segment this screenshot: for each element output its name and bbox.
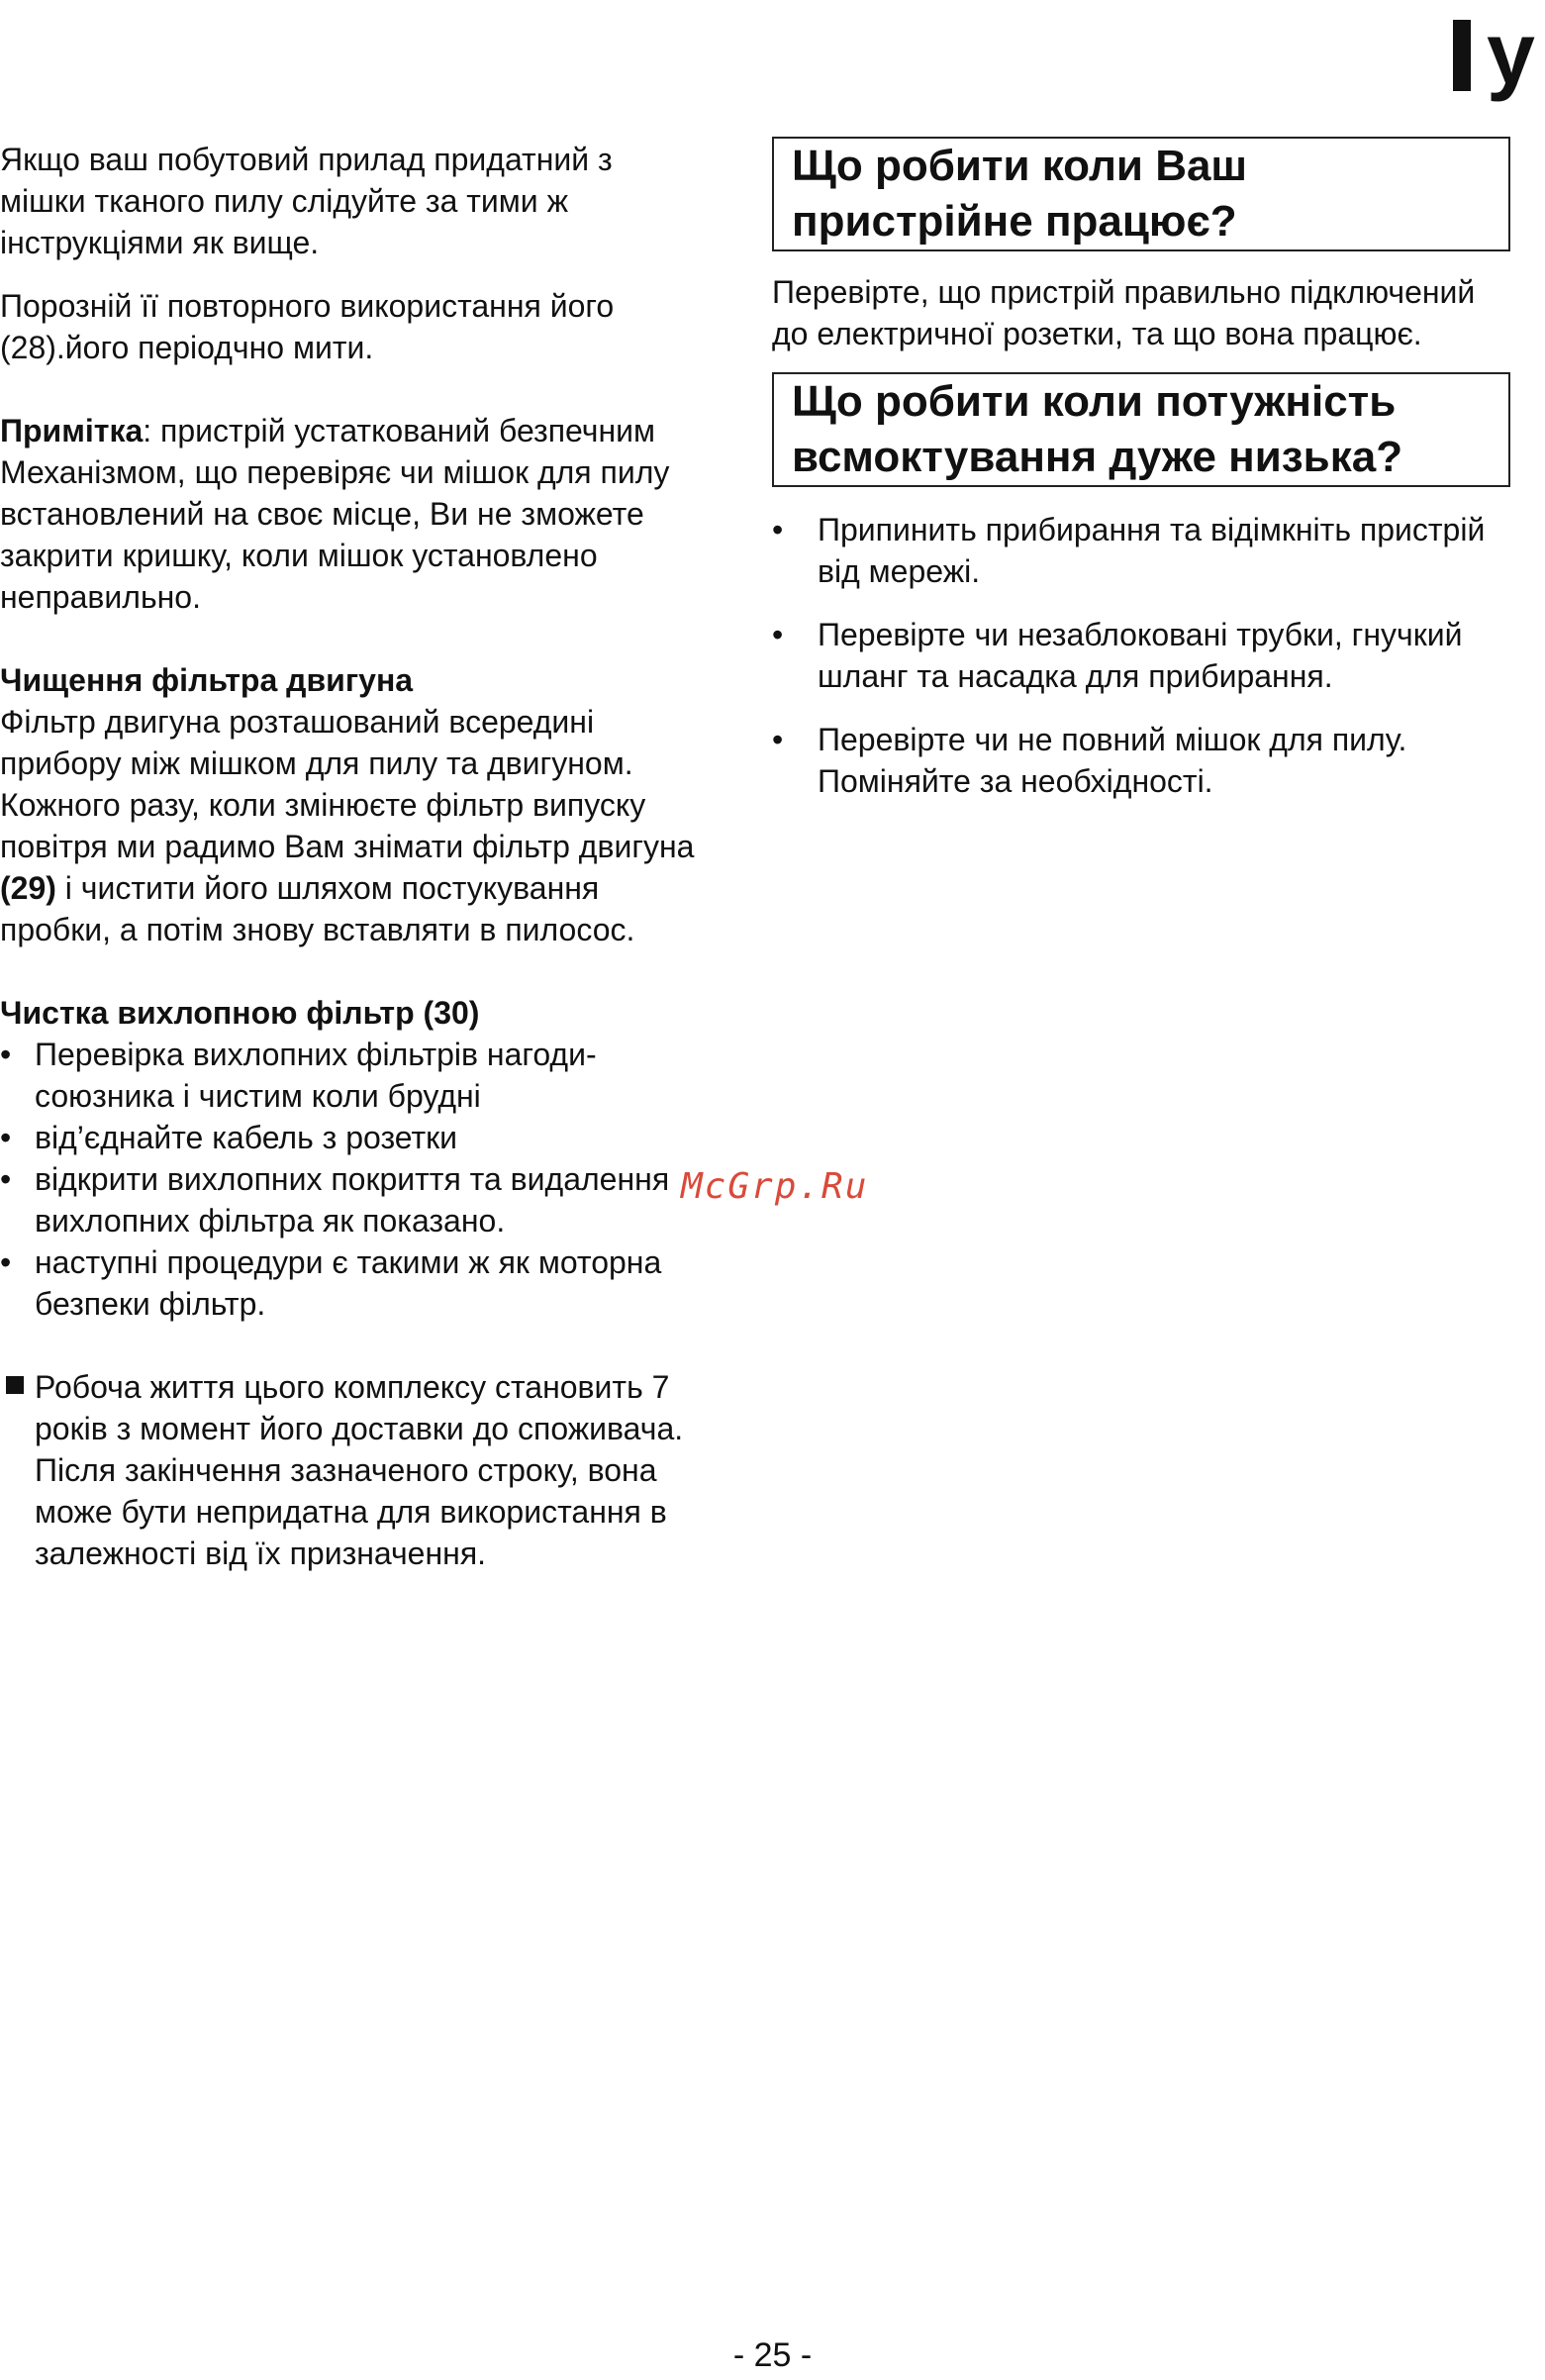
exhaust-filter-heading: Чистка вихлопною фільтр (30) [0, 995, 480, 1031]
list-item [0, 1117, 703, 1158]
paragraph-reuse: Порозній її повторного використання його (28).його періодчно мити. [0, 288, 615, 365]
note-text: : пристрій устаткований безпечним Механізмом, що перевіряє чи мішок для пилу встановлений на своє місце, Ви не зможете закрити кришку, коли мішок установлено неправильно. [0, 413, 670, 615]
bullet-icon: • [0, 1120, 12, 1155]
bullet-icon: • [0, 1244, 12, 1280]
bullet-icon: • [0, 1161, 12, 1197]
motor-text-part-b: і чистити його шляхом постукування пробки, а потім знову вставляти в пилосос. [0, 870, 635, 947]
motor-filter-heading: Чищення фільтра двигуна [0, 662, 414, 698]
page-number: - 25 - [732, 2336, 813, 2374]
list-item-text: Перевірте чи не повний мішок для пилу. Поміняйте за необхідності. [818, 722, 1407, 799]
paragraph-cloth-bag: Якщо ваш побутовий прилад придатний з мішки тканого пилу слідуйте за тими ж інструкціями як вище. [0, 142, 613, 260]
list-item [0, 1158, 703, 1241]
bullet-icon: • [772, 722, 784, 757]
list-item-text: відкрити вихлопних покриття та видалення вихлопних фільтра як показано. [35, 1161, 670, 1239]
exhaust-bullet-list [0, 1034, 703, 1325]
motor-filter-text [0, 701, 703, 950]
question-heading-low-suction: Що робити коли потужність всмоктування дуже низька? [772, 372, 1510, 487]
lifetime-notice [0, 1366, 703, 1574]
list-item [0, 1241, 703, 1325]
bullet-icon: • [772, 512, 784, 547]
language-letter: y [1487, 4, 1535, 102]
question-heading-not-working: Що робити коли Ваш пристрійне працює? [772, 137, 1510, 251]
square-bullet-icon [0, 1366, 35, 1574]
lifetime-text-1: Робоча життя цього комплексу становить 7 років з момент його доставки до споживача. [35, 1369, 684, 1446]
list-item-text: наступні процедури є такими ж як моторна безпеки фільтр. [35, 1244, 662, 1322]
list-item [0, 1034, 703, 1117]
watermark: McGrp.Ru [681, 1166, 869, 1207]
list-item [772, 614, 1514, 697]
list-item [772, 719, 1514, 802]
right-column [772, 137, 1514, 802]
note-paragraph [0, 410, 703, 618]
list-item [772, 509, 1514, 592]
lifetime-text-2: Після закінчення зазначеного строку, вона може бути непридатна для використання в залежності від їх призначення. [35, 1452, 667, 1571]
bullet-icon: • [0, 1037, 12, 1072]
bullet-icon: • [772, 617, 784, 652]
motor-text-part-a: Фільтр двигуна розташований всередині прибору між мішком для пилу та двигуном. Кожного разу, коли змінюєте фільтр випуску повітря ми радимо Вам знімати фільтр двигуна [0, 704, 695, 864]
list-item-text: від’єднайте кабель з розетки [35, 1120, 458, 1155]
left-column [0, 139, 703, 1574]
language-tab [1453, 4, 1535, 102]
list-item-text: Перевірка вихлопних фільтрів нагоди-союзника і чистим коли брудні [35, 1037, 597, 1114]
note-label: Примітка [0, 413, 144, 448]
motor-ref: (29) [0, 870, 56, 906]
low-suction-bullet-list [772, 509, 1514, 802]
tab-marker-bar [1453, 20, 1471, 91]
answer-not-working: Перевірте, що пристрій правильно підключений до електричної розетки, та що вона працює. [772, 274, 1476, 351]
list-item-text: Перевірте чи незаблоковані трубки, гнучкий шланг та насадка для прибирання. [818, 617, 1463, 694]
list-item-text: Припинить прибирання та відімкніть пристрій від мережі. [818, 512, 1486, 589]
